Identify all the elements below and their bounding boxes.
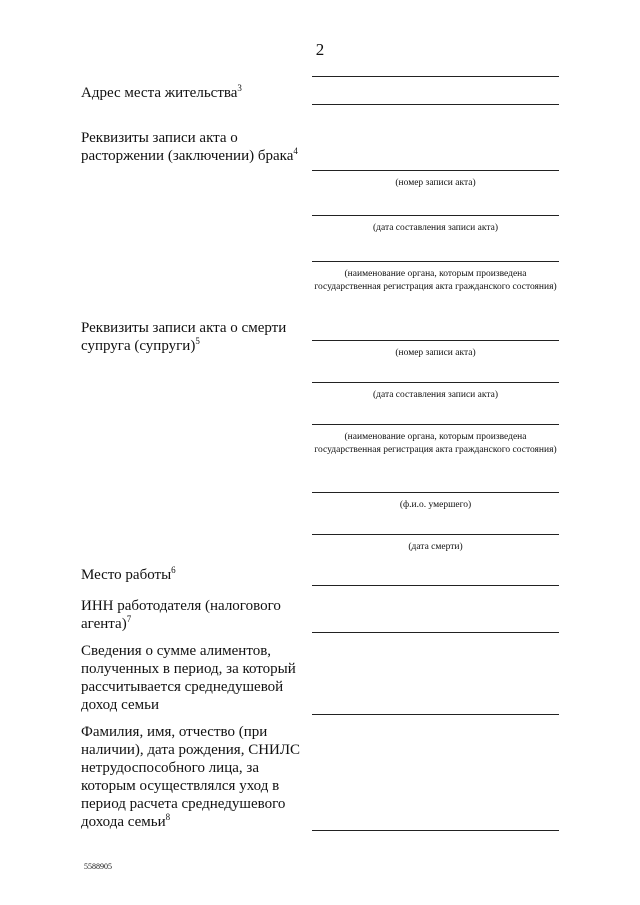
marriage-act-number-line (312, 170, 559, 171)
page-number: 2 (315, 40, 325, 59)
death-act-organ-caption: (наименование органа, которым произведена государственная регистрация акта гражданского состояния) (314, 432, 557, 455)
footnote-ref: 5 (195, 336, 200, 346)
footnote-ref: 8 (165, 812, 171, 822)
death-date-line (312, 534, 559, 535)
employer-inn-label: ИНН работодателя (налогового агента)$^7$ (81, 598, 281, 632)
address-label: Адрес места жительства$^3$ (81, 83, 242, 101)
death-act-date-caption: (дата составления записи акта) (372, 390, 498, 400)
death-act-label: Реквизиты записи акта о смерти супруга (супруги)$^5$ (81, 320, 287, 354)
alimony-label: Сведения о сумме алиментов, полученных в период, за который рассчитывается среднедушевой доход семьи (81, 643, 296, 713)
marriage-act-date-line (312, 215, 559, 216)
employer-inn-line (312, 632, 559, 633)
deceased-name-line (312, 492, 559, 493)
caregiver-label: Фамилия, имя, отчество (при наличии), дата рождения, СНИЛС нетрудоспособного лица, за которым осуществлялся уход в период расчета среднедушевого дохода семьи$^8$ (81, 724, 301, 830)
death-act-date-line (312, 382, 559, 383)
marriage-act-number-caption: (номер записи акта) (395, 178, 476, 188)
footnote-ref: 3 (237, 83, 242, 93)
alimony-line (312, 714, 559, 715)
marriage-act-date-caption: (дата составления записи акта) (372, 223, 498, 233)
death-act-number-caption: (номер записи акта) (395, 348, 476, 358)
footnote-ref: 6 (171, 565, 176, 575)
address-line-2 (312, 104, 559, 105)
death-act-organ-line (312, 424, 559, 425)
footnote-ref: 7 (126, 614, 132, 624)
footer-code: 5588905 (84, 862, 112, 871)
marriage-act-organ-line (312, 261, 559, 262)
work-place-line (312, 585, 559, 586)
footnote-ref: 4 (293, 146, 298, 156)
death-date-caption: (дата смерти) (408, 542, 463, 552)
marriage-act-label: Реквизиты записи акта о расторжении (заключении) брака$^4$ (81, 130, 298, 164)
deceased-name-caption: (ф.и.о. умершего) (399, 500, 472, 510)
caregiver-line (312, 830, 559, 831)
death-act-number-line (312, 340, 559, 341)
work-place-label: Место работы$^6$ (81, 565, 176, 583)
address-line-1 (312, 76, 559, 77)
marriage-act-organ-caption: (наименование органа, которым произведена государственная регистрация акта гражданского состояния) (314, 269, 557, 292)
